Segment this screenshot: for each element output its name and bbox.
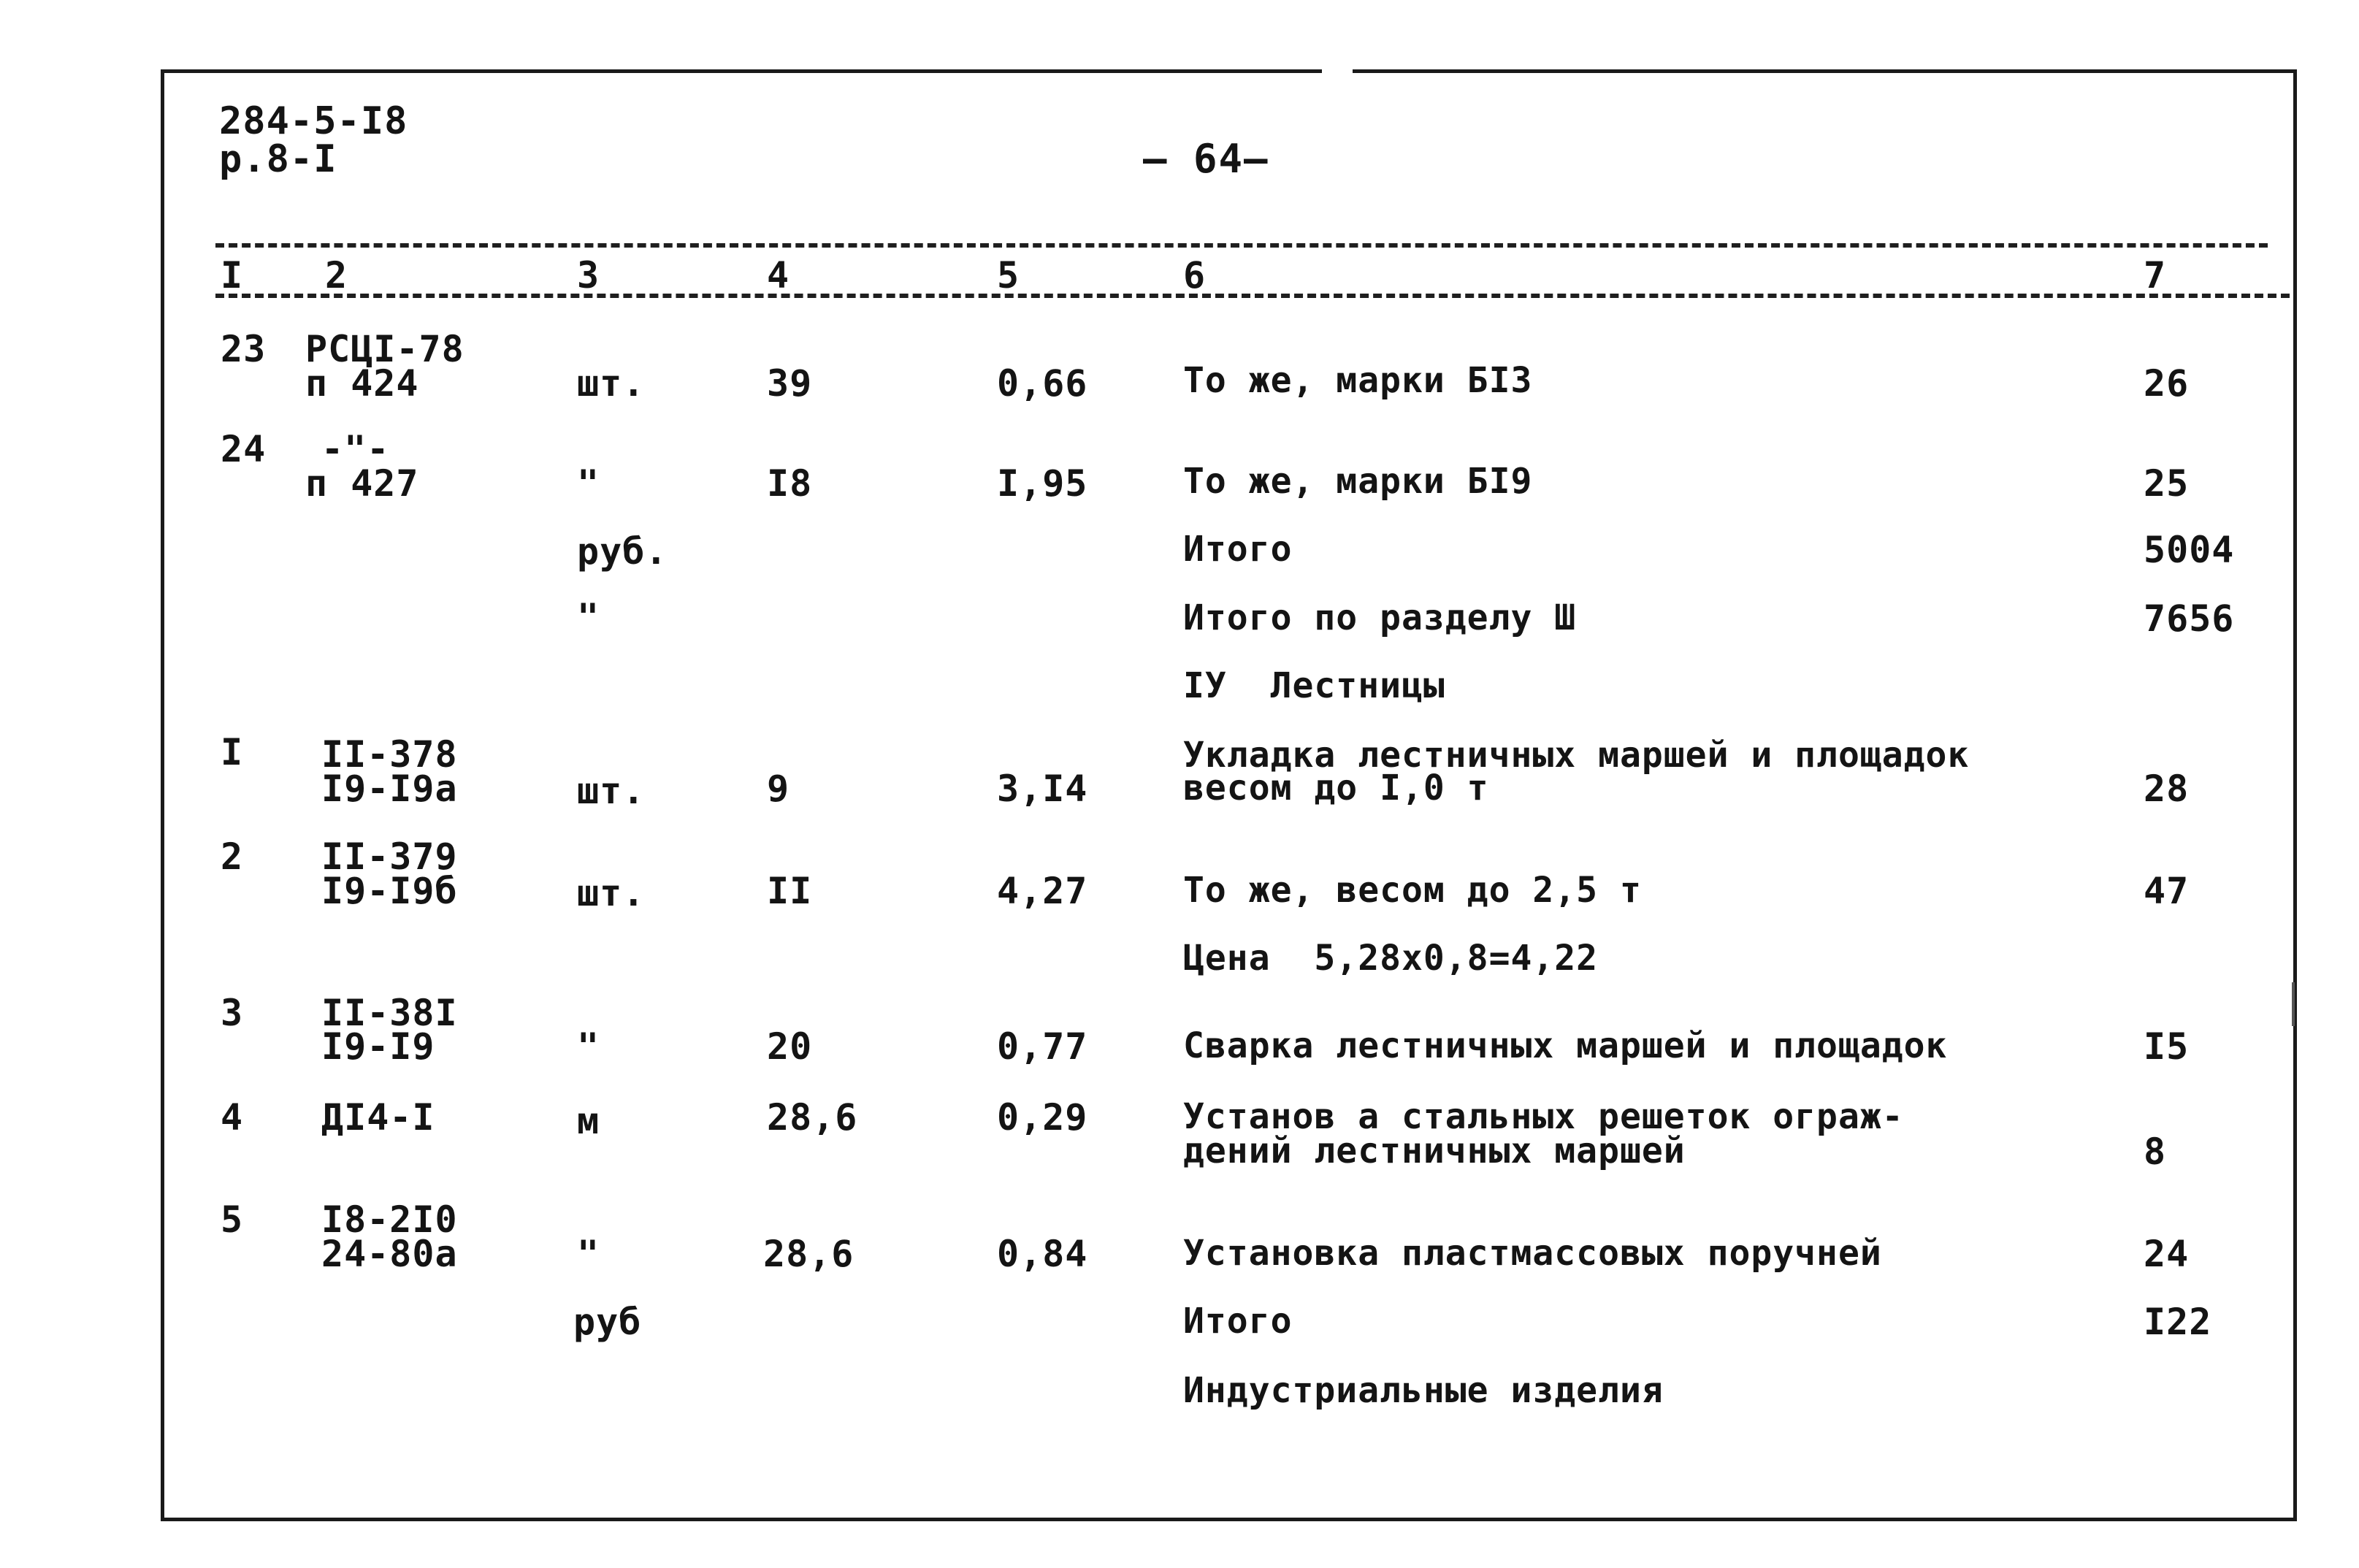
unit-price: 3,I4	[997, 768, 1088, 810]
norm-code: -"-	[321, 428, 390, 470]
description-line-2: весом до I,0 т	[1183, 768, 1489, 808]
unit: шт.	[577, 362, 646, 405]
description: То же, марки БI9	[1183, 461, 1533, 502]
document-code-line-1: 284-5-I8	[219, 99, 408, 143]
row-number: 4	[221, 1096, 244, 1139]
header-divider-bottom	[215, 294, 2290, 298]
unit: руб.	[577, 530, 668, 573]
row-total: 8	[2144, 1131, 2167, 1173]
unit-price: 0,77	[997, 1025, 1088, 1068]
column-header-6: 6	[1183, 254, 1207, 297]
norm-code-sub: 24-80а	[321, 1233, 458, 1275]
unit: "	[577, 1233, 600, 1275]
column-header-3: 3	[577, 254, 600, 297]
row-total: I5	[2144, 1025, 2190, 1068]
row-total: 7656	[2144, 597, 2235, 640]
unit-price: 0,84	[997, 1233, 1088, 1275]
description: То же, весом до 2,5 т	[1183, 870, 1642, 911]
description: Сварка лестничных маршей и площадок	[1183, 1025, 1948, 1066]
description: То же, марки БI3	[1183, 360, 1533, 401]
row-total: 28	[2144, 768, 2190, 810]
row-total: 47	[2144, 870, 2190, 912]
unit: шт.	[577, 872, 646, 914]
quantity: 20	[767, 1025, 813, 1068]
norm-code: I8-2I0	[321, 1198, 458, 1241]
quantity: 9	[767, 768, 790, 810]
description: Итого по разделу Ш	[1183, 597, 1577, 638]
row-total: 24	[2144, 1233, 2190, 1275]
unit-price: 0,66	[997, 362, 1088, 405]
norm-code: РСЦI-78	[305, 328, 464, 370]
norm-code-sub: I9-I9	[321, 1025, 435, 1068]
norm-code: II-378	[321, 733, 458, 776]
row-total: 5004	[2144, 529, 2235, 571]
unit: "	[577, 596, 600, 638]
document-code-line-2: р.8-I	[219, 137, 337, 181]
row-number: I	[221, 731, 244, 773]
row-number: 5	[221, 1198, 244, 1241]
row-number: 24	[221, 428, 267, 470]
unit: руб	[573, 1301, 642, 1343]
column-header-7: 7	[2144, 254, 2167, 297]
unit: м	[577, 1100, 600, 1142]
quantity: II	[767, 870, 813, 912]
row-number: 2	[221, 835, 244, 878]
norm-code-sub: I9-I9а	[321, 768, 458, 810]
price-calculation: Цена 5,28х0,8=4,22	[1183, 938, 1599, 979]
row-total: 26	[2144, 362, 2190, 405]
norm-code-sub: п 427	[305, 462, 419, 505]
header-divider-top	[215, 243, 2268, 248]
description-line-2: дений лестничных маршей	[1183, 1131, 1686, 1171]
column-header-1: I	[221, 254, 244, 297]
description: Установ а стальных решеток ограж-	[1183, 1096, 1904, 1137]
norm-code-sub: I9-I9б	[321, 870, 458, 912]
column-header-4: 4	[767, 254, 790, 297]
frame-gap	[1322, 64, 1353, 76]
unit: "	[577, 1025, 600, 1068]
unit-price: 4,27	[997, 870, 1088, 912]
page-number: — 64—	[1143, 136, 1269, 182]
description: Укладка лестничных маршей и площадок	[1183, 735, 1970, 776]
row-total: 25	[2144, 462, 2190, 505]
quantity: 28,6	[763, 1233, 854, 1275]
section-heading: Индустриальные изделия	[1183, 1370, 1664, 1411]
quantity: 39	[767, 362, 813, 405]
unit-price: I,95	[997, 462, 1088, 505]
row-number: 3	[221, 992, 244, 1034]
document-code	[219, 99, 408, 181]
section-heading: IУ Лестницы	[1183, 665, 1445, 706]
column-header-5: 5	[997, 254, 1020, 297]
description: Установка пластмассовых поручней	[1183, 1233, 1882, 1274]
quantity: I8	[767, 462, 813, 505]
norm-code-sub: п 424	[305, 362, 419, 405]
scan-mark	[2292, 982, 2295, 1026]
description: Итого	[1183, 1301, 1293, 1342]
column-header-2: 2	[325, 254, 348, 297]
unit: "	[577, 462, 600, 505]
unit-price: 0,29	[997, 1096, 1088, 1139]
description: Итого	[1183, 529, 1293, 570]
norm-code: ДI4-I	[321, 1096, 435, 1139]
norm-code: II-379	[321, 835, 458, 878]
row-total: I22	[2144, 1301, 2212, 1343]
norm-code: II-38I	[321, 992, 458, 1034]
quantity: 28,6	[767, 1096, 858, 1139]
row-number: 23	[221, 328, 267, 370]
unit: шт.	[577, 770, 646, 812]
